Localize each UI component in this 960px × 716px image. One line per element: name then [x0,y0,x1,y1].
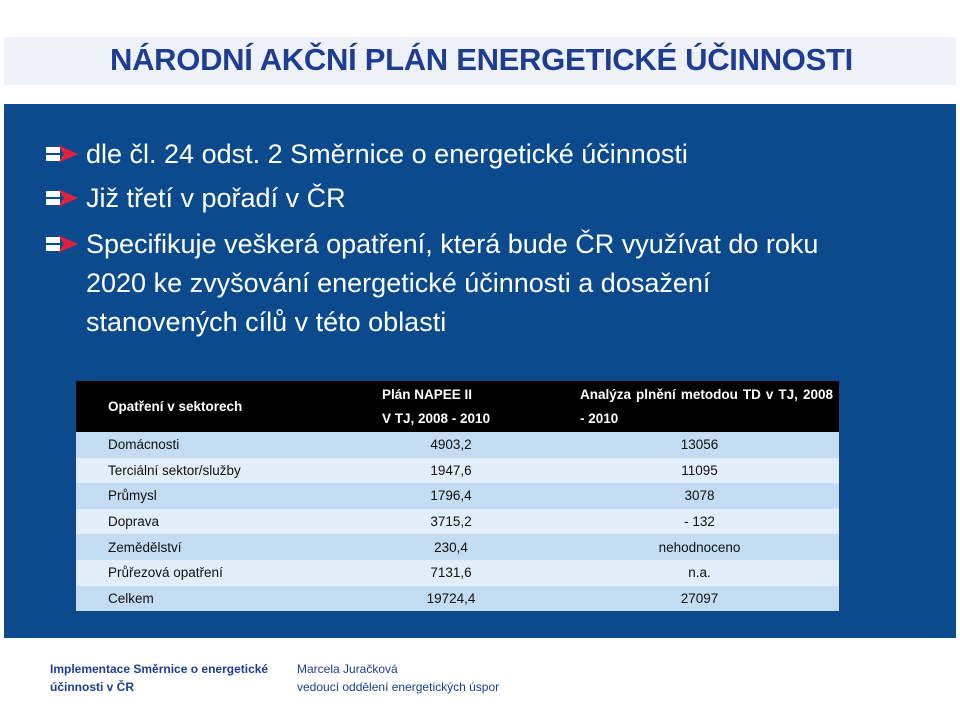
arrow-bullet-icon [46,188,80,208]
bullet-item [46,225,866,342]
table-row [76,586,839,612]
table-row [76,509,839,535]
sector-table [76,381,839,611]
row-plan-value: 4903,2 [342,432,560,458]
bullet-item [46,179,866,218]
header-plan: Plán NAPEE II V TJ, 2008 - 2010 [342,381,560,432]
footer-left-line: Implementace Směrnice o energetické [50,662,269,676]
bullet-line: Již třetí v pořadí v ČR [86,183,346,213]
row-plan-value: 7131,6 [342,560,560,586]
header-analysis: Analýza plnění metodou TD v TJ, 2008 - 2010 [560,381,839,432]
slide-title: NÁRODNÍ AKČNÍ PLÁN ENERGETICKÉ ÚČINNOSTI [110,42,853,77]
bullet-line: dle čl. 24 odst. 2 Směrnice o energetické účinnosti [86,139,688,169]
bullet-item [46,135,866,174]
row-plan-value: 19724,4 [342,586,560,612]
table-row [76,432,839,458]
arrow-bullet-icon [46,144,80,164]
row-analysis-value: n.a. [560,560,839,586]
table-row [76,458,839,484]
table-row [76,483,839,509]
footer-author: Marcela Juračková [297,662,398,676]
bullet-line: 2020 ke zvyšování energetické účinnosti a dosažení [86,268,711,298]
table-header-row [76,381,839,432]
footer-author-role: vedoucí oddělení energetických úspor [297,680,500,694]
row-plan-value: 1947,6 [342,458,560,484]
row-label: Celkem [76,586,342,612]
arrow-bullet-icon [46,234,80,254]
row-analysis-value: 13056 [560,432,839,458]
footer-left [50,660,268,696]
row-label: Zemědělství [76,534,342,560]
row-analysis-value: - 132 [560,509,839,535]
header-sector: Opatření v sektorech [76,381,342,432]
row-label: Domácnosti [76,432,342,458]
table-row [76,534,839,560]
row-label: Průmysl [76,483,342,509]
table-row [76,560,839,586]
row-label: Doprava [76,509,342,535]
footer-left-line: účinnosti v ČR [50,680,135,694]
row-analysis-value: 3078 [560,483,839,509]
row-label: Terciální sektor/služby [76,458,342,484]
row-label: Průřezová opatření [76,560,342,586]
row-plan-value: 1796,4 [342,483,560,509]
row-analysis-value: nehodnoceno [560,534,839,560]
row-analysis-value: 27097 [560,586,839,612]
row-plan-value: 230,4 [342,534,560,560]
row-analysis-value: 11095 [560,458,839,484]
bullet-line: Specifikuje veškerá opatření, která bude ČR využívat do roku [86,229,819,259]
bullet-line: stanovených cílů v této oblasti [86,307,447,337]
row-plan-value: 3715,2 [342,509,560,535]
footer-right [297,660,499,696]
